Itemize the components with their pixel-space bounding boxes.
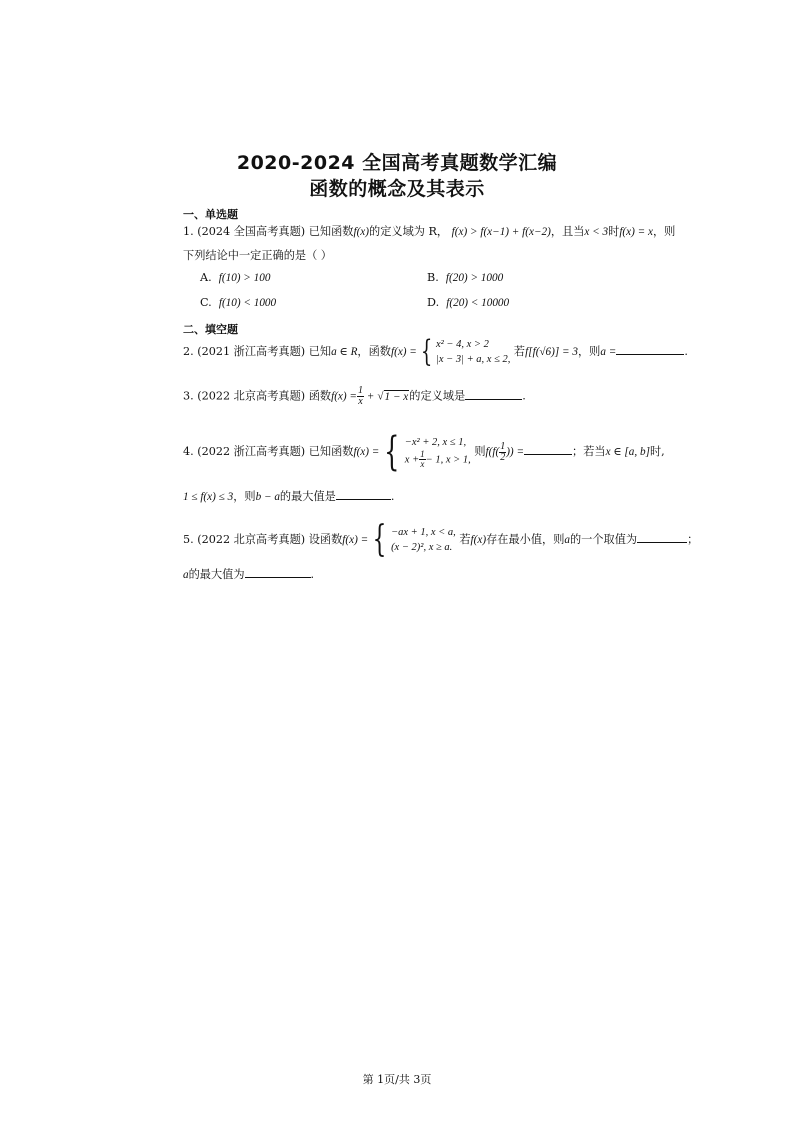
q4-math: x ∈ [a, b] xyxy=(605,446,650,458)
q5-piecewise xyxy=(391,525,456,555)
option-expr: f(10) > 100 xyxy=(218,272,271,284)
q4-case2 xyxy=(405,450,471,469)
page-footer: 第 1页/共 3页 xyxy=(362,1073,432,1086)
doc-title-line1: 2020-2024 全国高考真题数学汇编 xyxy=(236,152,558,174)
q5-math: a xyxy=(183,569,189,581)
q3-math: f(x) = xyxy=(331,390,357,403)
q2-text: ，函数 xyxy=(357,345,391,358)
q1-number: 1. xyxy=(183,225,194,238)
doc-title-line2: 函数的概念及其表示 xyxy=(309,178,485,200)
section-heading-single-choice: 一、单选题 xyxy=(183,208,238,221)
q5-text: . xyxy=(310,568,315,581)
q5-math: f(x) = xyxy=(342,534,369,546)
q5-text: ； xyxy=(687,533,699,546)
q4-piecewise xyxy=(405,435,471,469)
sqrt-symbol: √ xyxy=(377,390,384,403)
q4-math: 1 ≤ f(x) ≤ 3 xyxy=(183,491,234,503)
q5-text: 设函数 xyxy=(308,533,343,546)
q3-text: 的定义域是 xyxy=(409,389,466,403)
fraction-numerator: 1 xyxy=(500,440,506,452)
answer-blank[interactable] xyxy=(616,344,684,355)
q5-number: 5. xyxy=(183,533,194,546)
q1-option-d[interactable] xyxy=(427,296,509,309)
q1-option-b[interactable] xyxy=(427,271,503,284)
q5-text: 若 xyxy=(459,533,471,546)
q2-math: a = xyxy=(600,346,617,358)
q4-text: 的最大值是 xyxy=(279,490,336,503)
section-heading-fill-blank: 二、填空题 xyxy=(183,323,238,336)
q5-text: 的最大值为 xyxy=(188,568,245,581)
question-2 xyxy=(183,334,688,369)
q4-math: x + xyxy=(404,454,420,466)
q4-text: ；若当 xyxy=(572,445,606,458)
answer-blank[interactable] xyxy=(336,489,391,500)
question-5-line1 xyxy=(183,519,699,560)
left-brace: { xyxy=(420,334,433,369)
option-label: B. xyxy=(427,271,439,284)
q1-math: f(x) xyxy=(353,226,369,238)
q4-source: (2022 浙江高考真题) xyxy=(197,445,306,458)
question-4-line1 xyxy=(183,429,665,475)
q2-text: . xyxy=(684,345,688,358)
option-label: D. xyxy=(427,296,440,309)
q4-text: 则 xyxy=(474,445,486,458)
left-brace: { xyxy=(384,429,400,475)
q3-text: 函数 xyxy=(308,389,332,403)
q1-source: (2024 全国高考真题) xyxy=(197,225,306,238)
q4-text: . xyxy=(390,490,395,503)
q1-option-a[interactable] xyxy=(200,271,270,284)
fraction-numerator: 1 xyxy=(420,449,425,459)
option-expr: f(10) < 1000 xyxy=(218,297,277,309)
q4-text: ，则 xyxy=(233,490,256,503)
q3-number: 3. xyxy=(183,389,194,403)
answer-blank[interactable] xyxy=(465,389,522,400)
q2-piecewise xyxy=(436,337,510,367)
q1-math: x < 3 xyxy=(584,226,609,238)
q5-source: (2022 北京高考真题) xyxy=(197,533,306,546)
fraction-denominator: 2 xyxy=(500,451,506,463)
q4-math: f(f( xyxy=(485,446,500,458)
q5-text: 存在最小值，则 xyxy=(486,533,565,546)
q2-source: (2021 浙江高考真题) xyxy=(197,345,306,358)
q2-text: ，则 xyxy=(577,345,601,358)
q1-text: 的定义域为 R， xyxy=(369,225,449,238)
answer-blank[interactable] xyxy=(524,444,572,455)
question-3 xyxy=(183,386,526,407)
q2-text: 已知 xyxy=(308,345,332,358)
q5-math: a xyxy=(564,534,570,546)
q5-case1: −ax + 1, x < a, xyxy=(391,527,456,538)
option-expr: f(20) < 10000 xyxy=(446,297,510,309)
q2-case1: x² − 4, x > 2 xyxy=(435,339,489,350)
q4-number: 4. xyxy=(183,445,194,458)
q5-math: f(x) xyxy=(470,534,487,546)
fraction-denominator: x xyxy=(358,396,363,407)
q1-math: f(x) > f(x−1) + f(x−2) xyxy=(451,226,551,238)
q3-text: . xyxy=(522,389,526,403)
q1-text: 已知函数 xyxy=(308,225,354,238)
question-1-line2: 下列结论中一定正确的是（ ） xyxy=(183,249,332,262)
q4-case1: −x² + 2, x ≤ 1, xyxy=(404,437,467,448)
q4-math: b − a xyxy=(255,491,280,503)
q2-math: f(x) = xyxy=(390,346,417,358)
q2-math: f[f(√6)] = 3 xyxy=(525,346,578,358)
q3-sqrt-radicand: 1 − x xyxy=(384,390,409,403)
q4-math: )) = xyxy=(506,446,525,458)
q1-option-c[interactable] xyxy=(200,296,276,309)
q3-math: + xyxy=(367,390,374,403)
answer-blank[interactable] xyxy=(637,532,687,543)
q2-case2: |x − 3| + a, x ≤ 2, xyxy=(435,354,511,365)
answer-blank[interactable] xyxy=(245,567,311,578)
q2-text: 若 xyxy=(513,345,526,358)
left-brace: { xyxy=(372,519,387,560)
q4-text: 时, xyxy=(649,445,665,458)
q3-source: (2022 北京高考真题) xyxy=(197,389,306,403)
q4-math: − 1, x > 1, xyxy=(425,454,471,466)
q2-number: 2. xyxy=(183,345,194,358)
q4-text: 已知函数 xyxy=(308,445,354,458)
q3-fraction xyxy=(357,386,364,407)
question-5-line2 xyxy=(183,566,314,582)
q2-math: a ∈ R xyxy=(331,346,358,358)
q1-text: ，则 xyxy=(652,225,676,238)
question-4-line2 xyxy=(183,488,394,504)
q1-math: f(x) = x xyxy=(619,226,653,238)
question-1-line1 xyxy=(183,223,675,239)
q4-math: f(x) = xyxy=(353,446,380,458)
option-expr: f(20) > 1000 xyxy=(445,272,504,284)
q1-text: 时 xyxy=(608,225,620,238)
option-label: A. xyxy=(200,271,212,284)
option-label: C. xyxy=(200,296,212,309)
fraction-denominator: x xyxy=(420,459,425,469)
q1-text: ，且当 xyxy=(550,225,585,238)
q5-case2: (x − 2)², x ≥ a. xyxy=(391,542,453,553)
q5-text: 的一个取值为 xyxy=(569,533,638,546)
fraction-numerator: 1 xyxy=(357,385,363,396)
